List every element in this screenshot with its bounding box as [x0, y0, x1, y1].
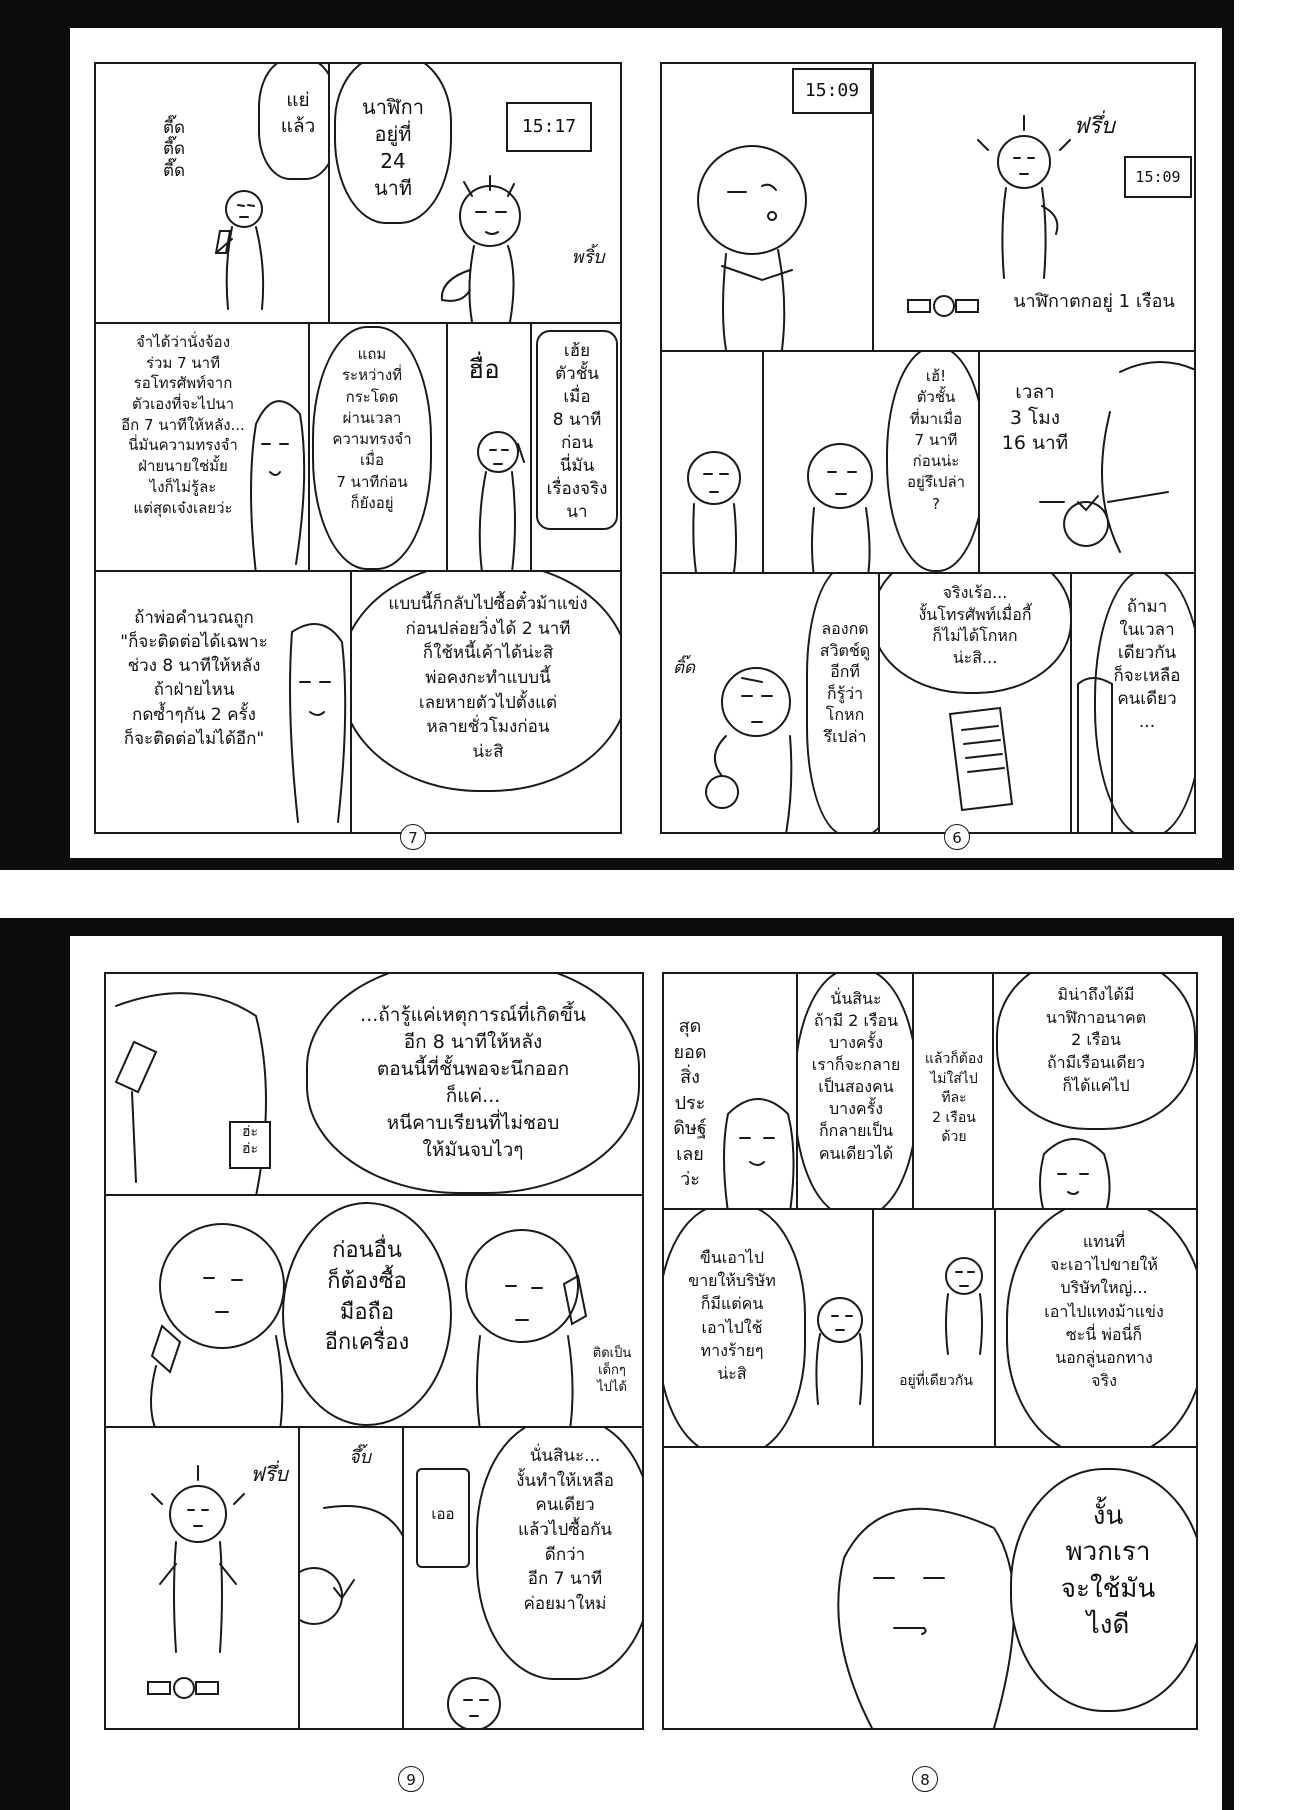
right-boy-calling-figure — [460, 1216, 600, 1428]
panel-7-5 — [446, 322, 532, 572]
panel-9-4 — [298, 1426, 404, 1730]
paper-sheet-icon — [940, 704, 1020, 814]
panel-6-2 — [872, 62, 1196, 352]
blink-sfx: พริ้บ — [571, 247, 605, 268]
left-black-margin — [0, 918, 70, 1810]
phone-screen-text: เออ — [431, 1505, 455, 1523]
page-number: 7 — [400, 824, 426, 850]
top-spread — [0, 0, 1292, 870]
speech-text: ลองกด สวิตช์ดู อีกที ก็รู้ว่า โกหก รึเปล่า — [819, 619, 871, 746]
boy-appearing-figure — [136, 1454, 266, 1654]
boy-on-phone-figure — [806, 1290, 874, 1410]
bottom-black-margin — [0, 858, 1234, 870]
boy-on-phone-figure — [106, 982, 296, 1196]
startled-boy-figure — [430, 174, 570, 324]
speech-text: สุด ยอด สิ่ง ประ ดิษฐ์ เลย ว่ะ — [673, 1016, 707, 1191]
aside-note-text: อยู่ที่เดียวกัน — [899, 1373, 973, 1389]
panel-6-3 — [660, 350, 764, 574]
panel-7-3 — [94, 322, 310, 572]
speech-text: เฮ้! ตัวชั้น ที่มาเมื่อ 7 นาที ก่อนน่ะ อยู่รึเปล่า ? — [906, 367, 966, 513]
panel-8-8 — [662, 1446, 1198, 1730]
panel-8-4 — [992, 972, 1198, 1210]
girl-with-phone-figure — [196, 179, 316, 319]
boy-listening-figure — [676, 442, 756, 572]
boy-closeup-figure — [814, 1468, 1034, 1730]
panel-7-7 — [94, 570, 352, 834]
thought-text: แย่ แล้ว — [280, 89, 316, 137]
speech-text: เฮ้ย ตัวชั้น เมื่อ 8 นาทีก่อน นี่มัน เรื่องจริง นา — [546, 341, 608, 522]
hooded-figure — [1074, 674, 1114, 834]
long-hair-girl-figure — [236, 384, 310, 572]
narration-text: เวลา 3 โมง 16 นาที — [1001, 381, 1069, 455]
boy-checking-watch-figure — [682, 100, 852, 350]
narration-text: ...ถ้ารู้แค่เหตุการณ์ที่เกิดขึ้น อีก 8 นาทีให้หลัง ตอนนี้ที่ชั้นพอจะนึกออก ก็แค่... หนีคาบเรียนที่ไม่ชอบ ให้มันจบไวๆ — [360, 1004, 586, 1161]
panel-7-6 — [530, 322, 622, 572]
right-black-margin — [1222, 0, 1234, 870]
page-number: 8 — [912, 1766, 938, 1792]
top-black-margin — [0, 918, 1230, 936]
dropped-watch-icon — [144, 1672, 224, 1702]
page-number: 9 — [398, 1766, 424, 1792]
page-9 — [70, 936, 650, 1810]
speech-text: ขืนเอาไป ขายให้บริษัท ก็มีแต่คน เอาไปใช้ ทางร้ายๆ น่ะสิ — [688, 1248, 776, 1383]
speech-text: ถ้ามา ในเวลา เดียวกัน ก็จะเหลือ คนเดียว ... — [1113, 597, 1181, 732]
panel-9-5 — [402, 1426, 644, 1730]
panel-8-2 — [796, 972, 914, 1210]
page-8 — [650, 936, 1222, 1810]
narration-text: นาฬิกา อยู่ที่ 24 นาที — [362, 95, 424, 200]
panel-6-6 — [660, 572, 880, 834]
boy-appearing-figure — [964, 110, 1084, 280]
left-boy-calling-figure — [126, 1216, 296, 1428]
right-black-margin — [1222, 918, 1234, 1810]
speech-text: มิน่าถึงได้มี นาฬิกาอนาคต 2 เรือน ถ้ามีเรือนเดียว ก็ได้แค่ไป — [1045, 985, 1147, 1095]
top-black-margin — [0, 0, 1230, 28]
boy-calling-figure — [794, 432, 884, 574]
speech-text: จริงเร้อ... งั้นโทรศัพท์เมื่อกี้ ก็ไม่ได้โกหก น่ะสิ... — [918, 583, 1032, 667]
phone-screen-text: ฮ่ะ ฮ่ะ — [241, 1124, 259, 1157]
panel-7-4 — [308, 322, 448, 572]
boy-on-phone-figure — [462, 424, 532, 572]
clock-display: 15:09 — [792, 68, 872, 114]
speech-text: แบบนี้ก็กลับไปซื้อตั๋วม้าแข่ง ก่อนปล่อยวิ่งได้ 2 นาที ก็ใช้หนี้เค้าได้น่ะสิ พ่อคงกะทำแบบนี้ เลยหายตัวไปตั้งแต่ หลายชั่วโมงก่อน น่ะสิ — [388, 594, 588, 762]
narration-text: จำได้ว่านั่งจ้อง ร่วม 7 นาที รอโทรศัพท์จาก ตัวเองที่จะไปนา อีก 7 นาทีให้หลัง... นี่มันความทรงจำ ฝ่ายนายใช่มั้ย ไงก็ไม่รู้ละ แต่สุดเจ๋งเลยว่ะ — [121, 333, 245, 517]
swoosh-sfx: ฟรึ่บ — [1073, 114, 1115, 139]
long-hair-girl-figure — [714, 1084, 798, 1210]
page-6 — [648, 28, 1222, 858]
boy-pressing-switch-figure — [692, 654, 822, 834]
panel-9-2 — [104, 1194, 644, 1428]
clock-display: 15:17 — [506, 102, 592, 152]
panel-9-1 — [104, 972, 644, 1196]
panel-8-7 — [994, 1208, 1198, 1448]
dropped-watch-icon — [904, 290, 984, 320]
panel-8-1 — [662, 972, 798, 1210]
panel-7-2 — [328, 62, 622, 324]
boy-holding-watch-figure — [1060, 352, 1196, 574]
click-sfx: ติ๊ด — [672, 658, 696, 678]
panel-7-1 — [94, 62, 330, 324]
girl-face-figure — [1034, 1134, 1124, 1210]
speech-text: ก่อนอื่น ก็ต้องซื้อ มือถือ อีกเครื่อง — [324, 1238, 410, 1356]
speech-text: แล้วก็ต้อง ไม่ใส่ไป ทีละ 2 เรือน ด้วย — [924, 1051, 984, 1146]
page-7 — [70, 28, 648, 858]
beep-sfx: จึ๊บ — [349, 1447, 371, 1468]
swoosh-sfx: ฟรึ่บ — [250, 1462, 288, 1486]
panel-7-8 — [350, 570, 622, 834]
girl-on-phone-figure — [934, 1250, 994, 1360]
panel-6-1 — [660, 62, 874, 352]
panel-6-8 — [1070, 572, 1196, 834]
page-number: 6 — [944, 824, 970, 850]
panel-6-5 — [978, 350, 1196, 574]
panel-6-4 — [762, 350, 980, 574]
panel-8-6 — [872, 1208, 996, 1448]
speech-text: งั้น พวกเรา จะใช้มัน ไงดี — [1060, 1501, 1156, 1641]
speech-text: ฮื่อ — [468, 355, 500, 385]
side-note-text: ติดเป็น เด็กๆ ไปได้ — [592, 1346, 632, 1395]
bottom-spread — [0, 918, 1292, 1810]
panel-9-3 — [104, 1426, 300, 1730]
beep-sfx: ตี๊ด ตี๊ด ตี๊ด — [162, 118, 186, 181]
speech-text: นั่นสินะ... งั้นทำให้เหลือ คนเดียว แล้วไปซื้อกัน ดีกว่า อีก 7 นาที ค่อยมาใหม่ — [516, 1446, 614, 1614]
pressing-watch-icon — [304, 1498, 404, 1628]
boy-on-phone-small-figure — [434, 1668, 514, 1730]
girl-portrait-figure — [282, 612, 352, 832]
narration-text: ถ้าพ่อคำนวณถูก "ก็จะติดต่อได้เฉพาะ ช่วง 8 นาทีให้หลัง ถ้าฝ่ายไหน กดซ้ำๆกัน 2 ครั้ง ก็จะติดต่อไม่ได้อีก" — [120, 608, 268, 749]
speech-text: แทนที่ จะเอาไปขายให้ บริษัทใหญ่... เอาไปแทงม้าแข่ง ซะนี่ พ่อนี่ก็ นอกลู่นอกทาง จริง — [1044, 1232, 1164, 1391]
clock-display: 15:09 — [1124, 156, 1192, 198]
panel-8-3 — [912, 972, 994, 1210]
left-black-margin — [0, 0, 70, 870]
speech-text: แถม ระหว่างที่ กระโดด ผ่านเวลา ความทรงจำ เมื่อ 7 นาทีก่อน ก็ยังอยู่ — [332, 345, 412, 513]
panel-6-7 — [878, 572, 1072, 834]
caption-text: นาฬิกาตกอยู่ 1 เรือน — [1013, 291, 1175, 312]
panel-8-5 — [662, 1208, 874, 1448]
speech-text: นั่นสินะ ถ้ามี 2 เรือน บางครั้ง เราก็จะกลาย เป็นสองคน บางครั้ง ก็กลายเป็น คนเดียวได้ — [811, 989, 901, 1163]
